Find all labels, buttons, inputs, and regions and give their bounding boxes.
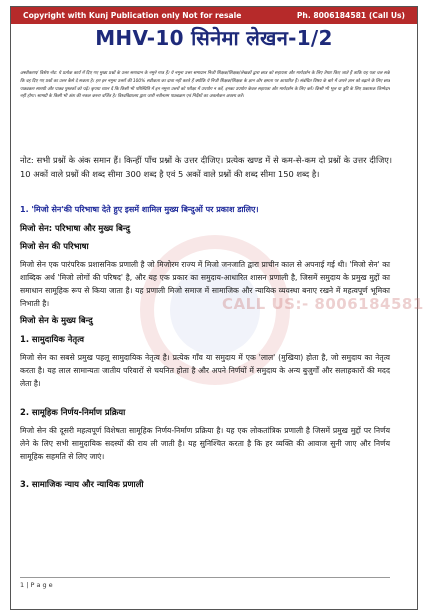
point-heading: 3. सामाजिक न्याय और न्यायिक प्रणाली [20,479,144,489]
copyright-header [11,7,417,24]
subsection-heading: मिजो सेन के मुख्य बिन्दु [20,315,93,325]
point-heading: 2. सामूहिक निर्णय-निर्माण प्रक्रिया [20,407,126,417]
paragraph-point-2: मिजो सेन की दूसरी महत्वपूर्ण विशेषता सामूहिक निर्णय-निर्माण प्रक्रिया है। यह एक लोकतांत्रिक प्रणाली है जिसमें प्रमुख मुद्दों पर निर्णय लेने के लिए सभी सामुदायिक सदस्यों की राय ली जाती है। यह सुनिश्चित करता है कि हर व्यक्ति की आवाज सुनी जाए और निर्णय सामूहिक सहमति से लिए जाएं। [20,426,390,461]
question-heading: 1. 'मिजो सेन'की परिभाषा देते हुए इसमें शामिल मुख्य बिन्दुओं पर प्रकाश डालिए। [20,205,259,214]
page-title: MHV-10 सिनेमा लेखन-1/2 [95,26,333,50]
paragraph-definition: मिजो सेन एक पारंपरिक प्रशासनिक प्रणाली है जो मिजोरम राज्य में मिजो जनजाति द्वारा प्राचीन काल से अपनाई गई थी। 'मिजो सेन' का शाब्दिक अर्थ 'मिजो लोगों की परिषद' है, और यह एक प्रकार का समुदाय-आधारित शासन प्रणाली है, जिसमें समुदाय के प्रमुख मुद्दों का समाधान सामूहिक रूप से किया जाता है। यह प्रणाली मिजो समाज में सामाजिक और न्यायिक व्यवस्था बनाए रखने में महत्वपूर्ण भूमिका निभाती है। [20,260,390,308]
copyright-text: Copyright with Kunj Publication only Not for resale [23,11,242,20]
instructions-note: नोट: सभी प्रश्नों के अंक समान हैं। किन्हीं पाँच प्रश्नों के उत्तर दीजिए। प्रत्येक खण्ड में से कम-से-कम दो प्रश्नों के उत्तर दीजिए। 10 अकों वाले प्रश्नों की शब्द सीमा 300 शब्द है एवं 5 अकों वाले प्रश्नों की शब्द सीमा 150 शब्द है। [20,155,392,179]
point-heading: 1. सामुदायिक नेतृत्व [20,334,85,344]
paragraph-point-1: मिजो सेन का सबसे प्रमुख पहलू सामुदायिक नेतृत्व है। प्रत्येक गाँव या समुदाय में एक 'लाल' (मुखिया) होता है, जो समुदाय का नेतृत्व करता है। यह लाल सामान्यतः जातीय परिवारों से चयनित होता है और अपने निर्णयों में समुदाय के अन्य बुजुर्गों और सलाहकारों की मदद लेता है। [20,353,390,388]
section-heading: मिजो सेन: परिभाषा और मुख्य बिन्दु [20,223,130,233]
phone-text: Ph. 8006184581 (Call Us) [296,11,405,20]
page-footer: 1 | P a g e [20,577,390,589]
watermark-phone: CALL US:- 8006184581 [222,295,424,313]
subsection-heading: मिजो सेन की परिभाषा [20,241,89,251]
disclaimer-text: अस्वीकरण/ विशेष नोट: ये प्रत्येक कार्य में दिए गए मुख्य प्रश्नों के उत्तर समाधान के नमूने मात्र हैं। ये नमूना उत्तर समाधान निजी शिक्षक/शिक्षक/लेखकों द्वारा छात्र को सहायता और मार्गदर्शन के लिए तैयार किए जाते हैं ताकि यह पता चल सके कि वह दिए गए प्रश्नों का उत्तर कैसे दे सकता है। हम इन नमूना उत्तरों की 100% सटीकता का दावा नहीं करते हैं क्योंकि ये निजी शिक्षक/शिक्षक के ज्ञान और क्षमता पर आधारित हैं। संबंधित विषय के बारे में अपने ज्ञान को बढ़ाने के लिए छात्र पाठ्यक्रम सामग्री और पाठ्य पुस्तकों को पढ़ें। कृपया ध्यान दें कि किसी भी परिस्थिति में इन नमूना उत्तरों को परीक्षा में उपयोग न करें, इनका उपयोग केवल सहायता और मार्गदर्शन के लिए करें। किसी भी भूल या त्रुटि के लिए प्रकाशक जिम्मेदार नहीं होगा। सामग्री के किसी भी अंश की नकल करना वर्जित है। विश्वविद्यालय द्वारा जारी नवीनतम पाठ्यक्रम एवं निर्देशों का अवलोकन अवश्य करें। [20,71,390,100]
